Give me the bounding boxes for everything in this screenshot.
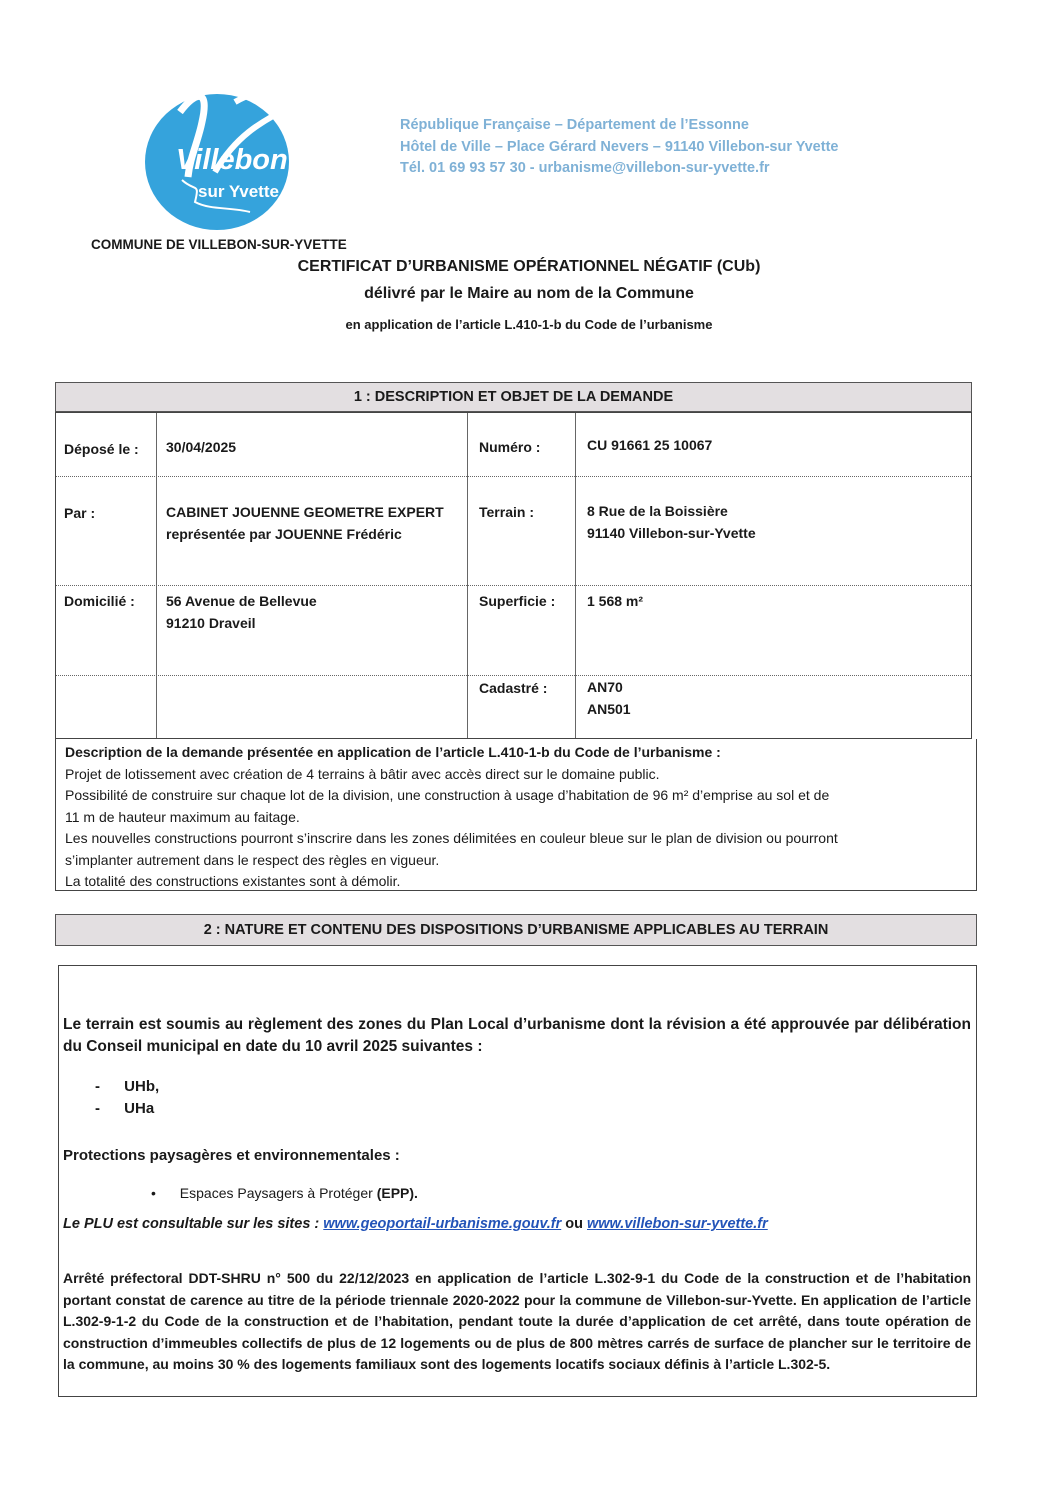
depose-value: 30/04/2025 — [166, 439, 237, 455]
terrain-value-line1: 8 Rue de la Boissière — [587, 503, 728, 519]
cadastre-value-line2: AN501 — [587, 701, 631, 717]
table-divider — [467, 413, 468, 738]
zone-label: UHa — [124, 1100, 155, 1117]
description-line: Possibilité de construire sur chaque lot de la division, une construction à usage d’habitation de 96 m² d’emprise au sol et de — [65, 787, 830, 803]
protections-title: Protections paysagères et environnementales : — [63, 1147, 400, 1164]
geoportail-link[interactable]: www.geoportail-urbanisme.gouv.fr — [323, 1216, 562, 1232]
zone-item — [95, 1076, 159, 1098]
par-value-line1: CABINET JOUENNE GEOMETRE EXPERT — [166, 504, 444, 520]
terrain-label: Terrain : — [479, 504, 534, 520]
description-line: Projet de lotissement avec création de 4 terrains à bâtir avec accès direct sur le domaine public. — [65, 765, 660, 782]
bullet-icon: • — [151, 1185, 156, 1201]
depose-label: Déposé le : — [64, 441, 139, 457]
domicilie-value-line2: 91210 Draveil — [166, 615, 256, 631]
header-line-republique: République Française – Département de l’Essonne — [400, 117, 749, 133]
header-contact — [400, 115, 838, 180]
logo-word-sur-yvette: sur Yvette — [198, 182, 279, 201]
section1-heading: 1 : DESCRIPTION ET OBJET DE LA DEMANDE — [55, 382, 972, 412]
par-label: Par : — [64, 505, 96, 521]
logo-word-villebon: Villebon — [176, 144, 288, 176]
table-row-divider — [56, 675, 971, 676]
par-value-line2: représentée par JOUENNE Frédéric — [166, 526, 402, 542]
description-line: 11 m de hauteur maximum au faitage. — [65, 808, 300, 825]
description-line: La totalité des constructions existantes sont à démolir. — [65, 873, 401, 889]
cadastre-label: Cadastré : — [479, 680, 548, 696]
certificate-legal-basis: en application de l’article L.410-1-b du Code de l’urbanisme — [345, 317, 713, 332]
section2-body — [58, 965, 977, 1397]
table-row-divider — [56, 585, 971, 586]
plu-consult-text: Le PLU est consultable sur les sites : — [63, 1216, 320, 1232]
protection-item — [151, 1182, 418, 1204]
table-divider — [575, 413, 576, 738]
list-dash: - — [95, 1100, 100, 1117]
numero-label: Numéro : — [479, 439, 541, 455]
description-line: Les nouvelles constructions pourront s’inscrire dans les zones délimitées en couleur bleue sur le plan de division ou pourront — [65, 830, 838, 846]
cadastre-value-line1: AN70 — [587, 679, 623, 695]
numero-value: CU 91661 25 10067 — [587, 437, 713, 453]
commune-name: COMMUNE DE VILLEBON-SUR-YVETTE — [91, 237, 347, 252]
description-line: s’implanter autrement dans le respect des règles en vigueur. — [65, 851, 440, 868]
arrete-prefectoral: Arrêté préfectoral DDT-SHRU n° 500 du 22/12/2023 en application de l’article L.302-9-1 du Code de la construction et de l’habitation portant constat de carence au titre de la période triennale 2020-2022 pour la commune de Villebon-sur-Yvette. En application de l’article L.302-9-1-2 du Code de la construction et de l’habitation, pendant toute la durée d’application de cet arrêté, dans toute opération de construction d’immeubles collectifs de plus de 12 logements ou de plus de 800 mètres carrés de surface de plancher sur le territoire de la commune, au moins 30 % des logements familiaux sont des logements locatifs sociaux définis à l’article L.302-5. — [63, 1270, 971, 1372]
request-table — [55, 412, 972, 739]
domicilie-label: Domicilié : — [64, 593, 135, 609]
domicilie-value-line1: 56 Avenue de Bellevue — [166, 593, 317, 609]
description-title: Description de la demande présentée en application de l’article L.410-1-b du Code de l’urbanisme : — [65, 744, 721, 760]
table-row-divider — [56, 476, 971, 477]
villebon-logo — [140, 82, 294, 234]
superficie-value: 1 568 m² — [587, 593, 644, 609]
protection-label: Espaces Paysagers à Protéger — [179, 1185, 373, 1201]
superficie-label: Superficie : — [479, 593, 556, 609]
plu-consult — [63, 1213, 768, 1235]
table-divider — [156, 413, 157, 738]
header-line-phone-email: Tél. 01 69 93 57 30 - urbanisme@villebon-sur-yvette.fr — [400, 160, 770, 176]
zone-item — [95, 1098, 154, 1120]
plu-or: ou — [565, 1216, 583, 1232]
section2-heading: 2 : NATURE ET CONTENU DES DISPOSITIONS D’URBANISME APPLICABLES AU TERRAIN — [55, 914, 977, 946]
list-dash: - — [95, 1078, 100, 1095]
certificate-subtitle: délivré par le Maire au nom de la Commune — [364, 285, 694, 302]
request-description — [55, 739, 977, 891]
certificate-title: CERTIFICAT D’URBANISME OPÉRATIONNEL NÉGATIF (CUb) — [297, 258, 761, 275]
villebon-website-link[interactable]: www.villebon-sur-yvette.fr — [587, 1216, 768, 1232]
header-line-address: Hôtel de Ville – Place Gérard Nevers – 91140 Villebon-sur Yvette — [400, 138, 839, 155]
protection-abbr: (EPP). — [376, 1185, 418, 1201]
terrain-value-line2: 91140 Villebon-sur-Yvette — [587, 525, 756, 541]
plu-intro: Le terrain est soumis au règlement des zones du Plan Local d’urbanisme dont la révision a été approuvée par délibération du Conseil municipal en date du 10 avril 2025 suivantes : — [63, 1016, 971, 1055]
zone-label: UHb, — [124, 1078, 160, 1095]
